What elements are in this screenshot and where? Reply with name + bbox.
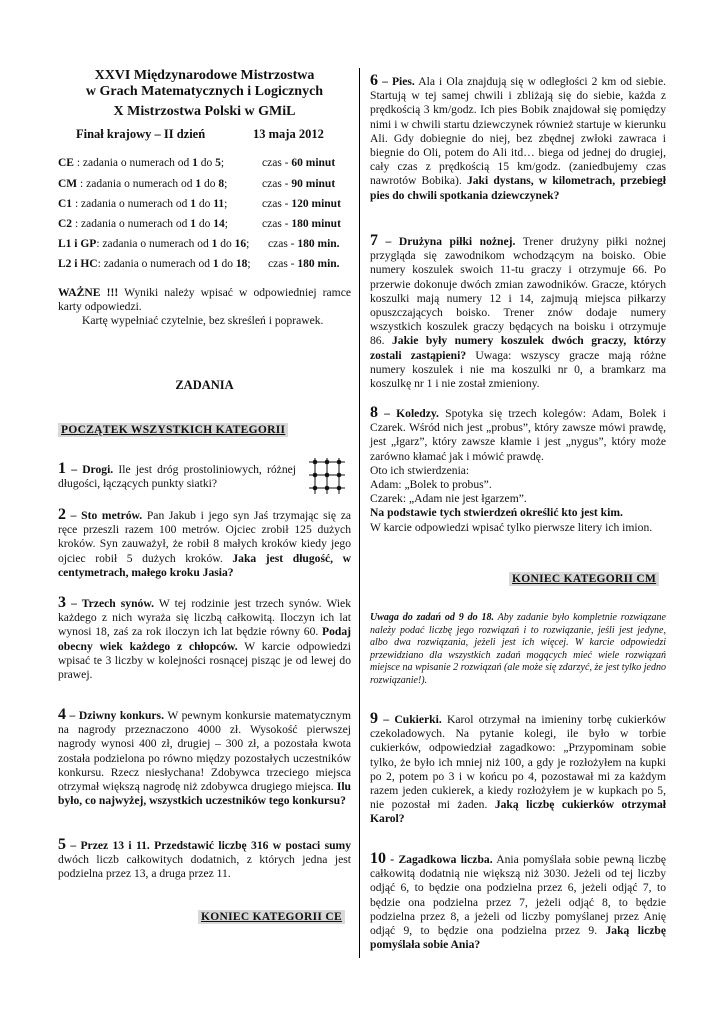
problem-6-title: – Pies.	[378, 75, 415, 88]
end-cm-box: KONIEC KATEGORII CM	[509, 572, 659, 586]
problem-8-question: Na podstawie tych stwierdzeń określić kto jest kim.	[370, 506, 623, 520]
category-from: 1	[192, 157, 198, 169]
problem-8-text: Spotyka się trzech kolegów: Adam, Bolek i Czarek. Wśród nich jest „probus”, który zawsze mówi prawdę, jest „łgarz”, który zawsze kłamie i jest „nygus”, który może zarówno kłamać jak i mówić prawdę.	[370, 407, 666, 463]
problem-9-title: – Cukierki.	[378, 713, 442, 726]
category-mid: do	[201, 178, 219, 190]
grid-figure	[307, 458, 347, 498]
problem-8-number: 8	[370, 404, 378, 421]
notice	[58, 286, 351, 329]
problem-7-title: – Drużyna piłki nożnej.	[378, 235, 516, 248]
problem-2-number: 2	[58, 506, 66, 523]
problem-3	[58, 596, 351, 682]
category-from: 1	[190, 198, 196, 210]
category-end: ;	[220, 157, 225, 169]
problem-9	[370, 712, 666, 827]
problem-10-number: 10	[370, 850, 386, 867]
problem-4	[58, 708, 351, 808]
problem-5-title: – Przez 13 i 11. Przedstawić liczbę 316 w postaci sumy	[66, 839, 351, 852]
date-label: 13 maja 2012	[253, 127, 324, 141]
category-row	[58, 258, 251, 270]
problem-6	[370, 74, 666, 203]
final-label: Finał krajowy – II dzień	[76, 127, 206, 141]
start-all-categories-box: POCZĄTEK WSZYSTKICH KATEGORII	[58, 423, 288, 437]
problem-1-text: Ile jest dróg prostoliniowych, różnej długości, łączących punkty siatki?	[58, 463, 296, 491]
problem-10-question: Jaką liczbę pomyślała sobie Ania?	[370, 924, 666, 952]
problem-8-line3: Czarek: „Adam nie jest łgarzem”.	[370, 492, 527, 506]
column-divider	[359, 68, 360, 958]
problem-3-text: W tej rodzinie jest trzech synów. Wiek każdego z nich wyraża się liczbą całkowitą. Iloczyn ich lat wynosi 18, zaś za rok iloczyn ich lat będzie równy 60.	[58, 597, 352, 639]
problem-4-question: Ilu było, co najwyżej, wszystkich uczestników tego konkursu?	[58, 780, 351, 808]
category-row	[58, 178, 227, 190]
category-mid: do	[195, 218, 214, 230]
category-time-label: czas -	[262, 178, 292, 190]
problem-2-text: Pan Jakub i jego syn Jaś trzymając się za ręce przeszli razem 100 metrów. Ojciec zrobił 125 dużych kroków. Syn zauważył, że robił 8 małych kroków kiedy jego ojciec robił 5 dużych kroków.	[58, 509, 351, 565]
category-mid: do	[217, 238, 235, 250]
category-time-label: czas -	[262, 157, 292, 169]
problem-2-question: Jaka jest długość, w centymetrach, małego kroku Jasia?	[58, 551, 351, 579]
problem-2	[58, 508, 351, 580]
category-from: 1	[195, 178, 202, 190]
category-mid: do	[218, 258, 236, 270]
category-to: 18	[235, 258, 248, 270]
category-row	[58, 198, 227, 210]
uwaga-note	[370, 612, 666, 688]
category-time	[268, 258, 340, 270]
problem-6-text: Ala i Ola znajdują się w odległości 2 km od siebie. Startują w tej samej chwili i zbliżają się do siebie, każda z prędkością 3 km/godz. Ich pies Bobik znajdował się pomiędzy nimi i w chwili startu dziewczynek również startuje w kierunku Ali. Gdy dobiegnie do niej, bez zbędnej zwłoki zawraca i biegnie do Oli, potem do Ali itd… biega od jednej do drugiej, cały czas z prędkością 15 km/godz. (zaniedbujemy czas nawrotów Bobika).	[370, 75, 666, 188]
category-sep: : zadania o numerach od	[73, 157, 193, 169]
category-sep: : zadania o numerach od	[72, 218, 191, 230]
category-from: 1	[212, 258, 219, 270]
zadania-heading: ZADANIA	[175, 378, 234, 392]
problem-8-line4: W karcie odpowiedzi wpisać tylko pierwsze litery ich imion.	[370, 520, 653, 534]
title-line-3: X Mistrzostwa Polski w GMiL	[113, 104, 296, 119]
category-end: ;	[224, 218, 228, 230]
notice-text: Wyniki należy wpisać w odpowiedniej ramce karty odpowiedzi.	[58, 286, 351, 314]
category-time	[268, 238, 340, 250]
problem-1-number: 1	[58, 460, 66, 477]
problem-9-text: Karol otrzymał na imieniny torbę cukierków czekoladowych. Na pytanie kolegi, ile było w torbie cukierków, odpowiedział zagadkowo: „Przypominam sobie tylko, że było ich mniej niż 100, a gdy je rozłożyłem na kupki po 2, potem po 3 i w końcu po 4, pozostawał mi za każdym razem jeden cukierek, a kiedy rozłożyłem je w kupkach po 5, nie pozostał mi żaden.	[370, 713, 666, 812]
problem-1-title: – Drogi.	[66, 463, 114, 476]
problem-3-text2: W karcie odpowiedzi wpisać te 3 liczby w kolejności rosnącej pisząc je od lewej do prawej.	[58, 639, 351, 682]
category-time	[262, 178, 335, 190]
problem-6-number: 6	[370, 72, 378, 89]
category-code: CM	[58, 178, 78, 190]
category-end: ;	[224, 178, 228, 190]
category-code: L2 i HC	[58, 258, 98, 270]
category-end: ;	[246, 238, 250, 250]
category-row	[58, 238, 249, 250]
category-row	[58, 218, 228, 230]
category-time-value: 60 minut	[291, 157, 336, 169]
notice-wazne: WAŻNE !!!	[58, 286, 119, 299]
category-sep: : zadania o numerach od	[96, 238, 212, 250]
category-time-label: czas -	[268, 258, 298, 270]
problem-7-number: 7	[370, 232, 378, 249]
problem-9-number: 9	[370, 710, 378, 727]
problem-7-text2: Uwaga: wszyscy gracze mają różne numery koszulek i nie ma koszulki nr 0, a bramkarz ma koszulkę nr 1 i nie został zmieniony.	[370, 348, 666, 391]
end-ce-box: KONIEC KATEGORII CE	[198, 910, 345, 924]
problem-3-question: Podaj obecny wiek każdego z chłopców.	[58, 625, 351, 653]
category-from: 1	[211, 238, 218, 250]
category-time-value: 180 min.	[297, 258, 340, 270]
problem-10-title: - Zagadkowa liczba.	[386, 853, 493, 866]
category-to: 5	[215, 157, 221, 169]
category-from: 1	[190, 218, 196, 230]
category-end: ;	[247, 258, 251, 270]
problem-7-question: Jakie były numery koszulek dwóch graczy, którzy zostali zastąpieni?	[370, 334, 666, 362]
problem-6-question: Jaki dystans, w kilometrach, przebiegł pies do chwili spotkania dziewczynek?	[370, 174, 666, 202]
problem-8-line1: Oto ich stwierdzenia:	[370, 463, 470, 477]
category-sep: : zadania o numerach od	[97, 258, 213, 270]
category-mid: do	[197, 157, 216, 169]
category-mid: do	[195, 198, 214, 210]
problem-8	[370, 406, 666, 535]
problem-10	[370, 852, 666, 952]
problem-3-number: 3	[58, 594, 66, 611]
problem-5-number: 5	[58, 836, 66, 853]
problem-9-question: Jaką liczbę cukierków otrzymał Karol?	[370, 798, 666, 826]
category-time	[262, 198, 341, 210]
category-sep: : zadania o numerach od	[77, 178, 196, 190]
problem-1	[58, 462, 296, 491]
category-code: C1	[58, 198, 73, 210]
category-to: 8	[218, 178, 225, 190]
category-row	[58, 157, 224, 169]
problem-7	[370, 234, 666, 391]
problem-8-title: – Koledzy.	[378, 407, 439, 420]
category-code: C2	[58, 218, 73, 230]
problem-10-text: Ania pomyślała sobie pewną liczbę całkowitą dodatnią nie większą niż 3030. Jeżeli od tej liczby odjąć 6, to będzie ona podzielna przez 6, jeżeli odjąć 7, to będzie ona podzielna przez 7, jeżeli odjąć 8, to będzie podzielna przez 8, a jeżeli od liczby pomyślanej przez Anię odjąć 9, to będzie ona podzielna przez 9.	[370, 853, 666, 938]
problem-4-text: W pewnym konkursie matematycznym na nagrody przeznaczono 4000 zł. Wysokość pierwszej nagrody wynosi 400 zł, drugiej – 300 zł, a pozostała kwota została podzielona po równo między pozostałych uczestników konkursu. Rzecz niesłychana! Zdobywca trzeciego miejsca otrzymał większą nagrodę niż zdobywca drugiego miejsca.	[58, 709, 352, 794]
category-time	[262, 218, 341, 230]
category-time-value: 120 minut	[291, 198, 341, 210]
category-code: CE	[58, 157, 74, 169]
problem-4-title: – Dziwny konkurs.	[66, 709, 164, 722]
category-time-value: 180 min.	[297, 238, 340, 250]
category-to: 11	[213, 198, 225, 210]
category-time-label: czas -	[262, 198, 292, 210]
problem-4-number: 4	[58, 706, 66, 723]
problem-5-text: dwóch liczb całkowitych dodatnich, z których jedna jest podzielna przez 13, a druga przez 11.	[58, 853, 351, 881]
category-to: 14	[213, 218, 225, 230]
uwaga-head: Uwaga do zadań od 9 do 18.	[370, 612, 494, 623]
uwaga-text: Aby zadanie było kompletnie rozwiązane należy podać liczbę jego rozwiązań i to rozwiązanie, jeśli jest jedyne, albo dwa rozwiązania, jeżeli jest ich więcej. W karcie odpowiedzi przewidziano dla wszystkich zadań mogących mieć wiele rozwiązań miejsce na wpisanie 2 rozwiązań (ale może się zdarzyć, że jest tylko jedno rozwiązanie!).	[370, 612, 666, 686]
title-line-1: XXVI Międzynarodowe Mistrzostwa	[94, 68, 315, 83]
problem-2-title: – Sto metrów.	[66, 509, 143, 522]
category-end: ;	[224, 198, 228, 210]
problem-5	[58, 838, 351, 882]
title-line-2: w Grach Matematycznych i Logicznych	[85, 84, 324, 99]
category-time-label: czas -	[268, 238, 298, 250]
problem-8-line2: Adam: „Bolek to probus”.	[370, 478, 492, 492]
category-time-label: czas -	[262, 218, 292, 230]
problem-7-text: Trener drużyny piłki nożnej przygląda się zawodnikom wchodzącym na boisko. Obie numery koszulek swoich 11-tu graczy i otrzymuje 66. Po przerwie dokonuje dwóch zmian zawodników. Gracze, których koszulki mają numery 12 i 14, zajmują miejsca piłkarzy opuszczających boisko. Trener znów dodaje numery wszystkich koszulek graczy będących na boisku i otrzymuje 86.	[370, 235, 666, 348]
notice-text2: Kartę wypełniać czytelnie, bez skreśleń i poprawek.	[82, 314, 324, 328]
category-code: L1 i GP	[58, 238, 97, 250]
category-time	[262, 157, 335, 169]
category-to: 16	[234, 238, 247, 250]
category-sep: : zadania o numerach od	[72, 198, 191, 210]
problem-3-title: – Trzech synów.	[66, 597, 154, 610]
category-time-value: 90 minut	[291, 178, 336, 190]
category-time-value: 180 minut	[291, 218, 341, 230]
